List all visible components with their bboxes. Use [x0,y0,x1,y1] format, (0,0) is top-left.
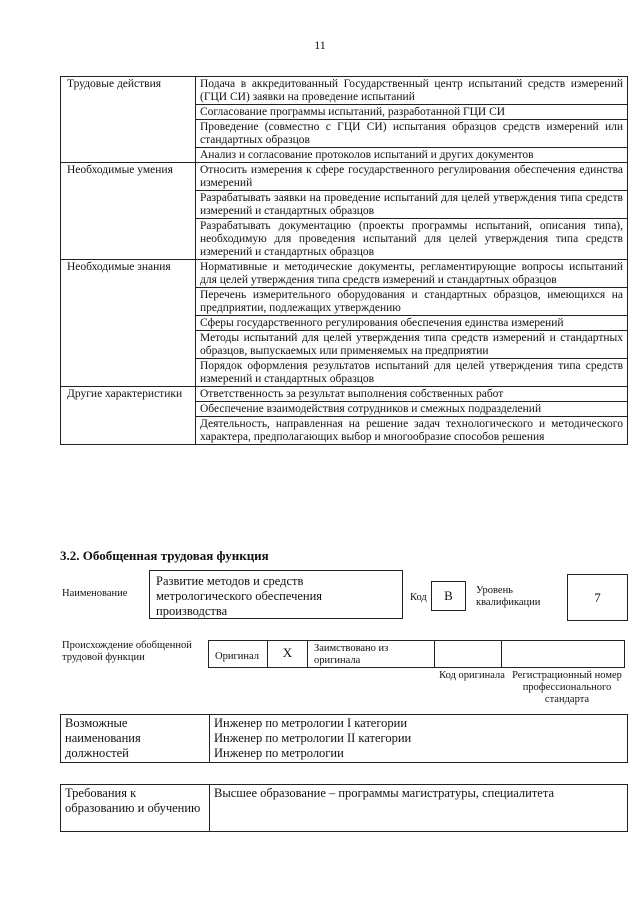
reg-caption: Регистрационный номер профессионального стандарта [512,670,622,705]
row-item-text: Подача в аккредитованный Государственный центр испытаний средств измерений (ГЦИ СИ) заявки на проведение испытаний [196,77,628,105]
row-group-label: Другие характеристики [61,387,196,445]
origin-code-cell [434,640,502,668]
row-item-text: Обеспечение взаимодействия сотрудников и смежных подразделений [196,402,628,417]
positions-table [60,714,628,763]
row-item-text: Проведение (совместно с ГЦИ СИ) испытания образцов средств измерений или стандартных образцов [196,120,628,148]
row-item-text: Методы испытаний для целей утверждения типа средств измерений и стандартных образцов, выпускаемых или применяемых на предприятии [196,331,628,359]
origin-label: Происхождение обобщенной трудовой функции [62,640,192,663]
borrowed-label: Заимствовано из оригинала [307,640,435,668]
gtf-code-value: B [431,581,466,611]
table-row [61,387,628,402]
row-item-text: Анализ и согласование протоколов испытаний и других документов [196,148,628,163]
row-item-text: Перечень измерительного оборудования и стандартных образцов, имеющихся на предприятии, подлежащих утверждению [196,288,628,316]
row-item-text: Порядок оформления результатов испытаний для целей утверждения типа средств измерений и стандартных образцов [196,359,628,387]
gtf-level-value: 7 [567,574,628,621]
row-item-text: Деятельность, направленная на решение задач технологического и методического характера, предполагающих выбор и многообразие способов решения [196,417,628,445]
table-row [61,260,628,288]
row-group-label: Необходимые знания [61,260,196,387]
code-caption: Код оригинала [439,670,505,681]
code-label: Код [410,592,427,603]
name-label: Наименование [62,588,128,599]
row-item-text: Разрабатывать документацию (проекты программы испытаний, описания типа), необходимую для проведения испытаний для целей утверждения типа средств измерений и стандартных образцов [196,219,628,260]
original-mark: X [267,640,308,668]
origin-row [209,640,628,668]
section-title: 3.2. Обобщенная трудовая функция [60,548,269,563]
row-group-label: Необходимые умения [61,163,196,260]
row-item-text: Согласование программы испытаний, разработанной ГЦИ СИ [196,105,628,120]
gtf-name-value: Развитие методов и средств метрологического обеспечения производства [149,570,403,619]
table-row [61,77,628,105]
row-item-text: Сферы государственного регулирования обеспечения единства измерений [196,316,628,331]
origin-reg-cell [501,640,625,668]
education-label: Требования к образованию и обучению [61,785,210,832]
position-item: Инженер по метрологии [214,746,344,760]
row-item-text: Нормативные и методические документы, регламентирующие вопросы испытаний для целей утверждения типа средств измерений и стандартных образцов [196,260,628,288]
work-functions-table [60,76,628,445]
position-item: Инженер по метрологии II категории [214,731,412,745]
positions-values [210,715,628,763]
table-row [61,163,628,191]
education-value: Высшее образование – программы магистратуры, специалитета [210,785,628,832]
row-item-text: Ответственность за результат выполнения собственных работ [196,387,628,402]
page-number: 11 [314,38,326,52]
position-item: Инженер по метрологии I категории [214,716,408,730]
row-item-text: Относить измерения к сфере государственного регулирования обеспечения единства измерений [196,163,628,191]
level-label: Уровень квалификации [476,585,541,608]
row-item-text: Разрабатывать заявки на проведение испытаний для целей утверждения типа средств измерений и стандартных образцов [196,191,628,219]
original-label: Оригинал [208,640,268,668]
positions-label: Возможные наименования должностей [61,715,210,763]
education-table [60,784,628,832]
row-group-label: Трудовые действия [61,77,196,163]
